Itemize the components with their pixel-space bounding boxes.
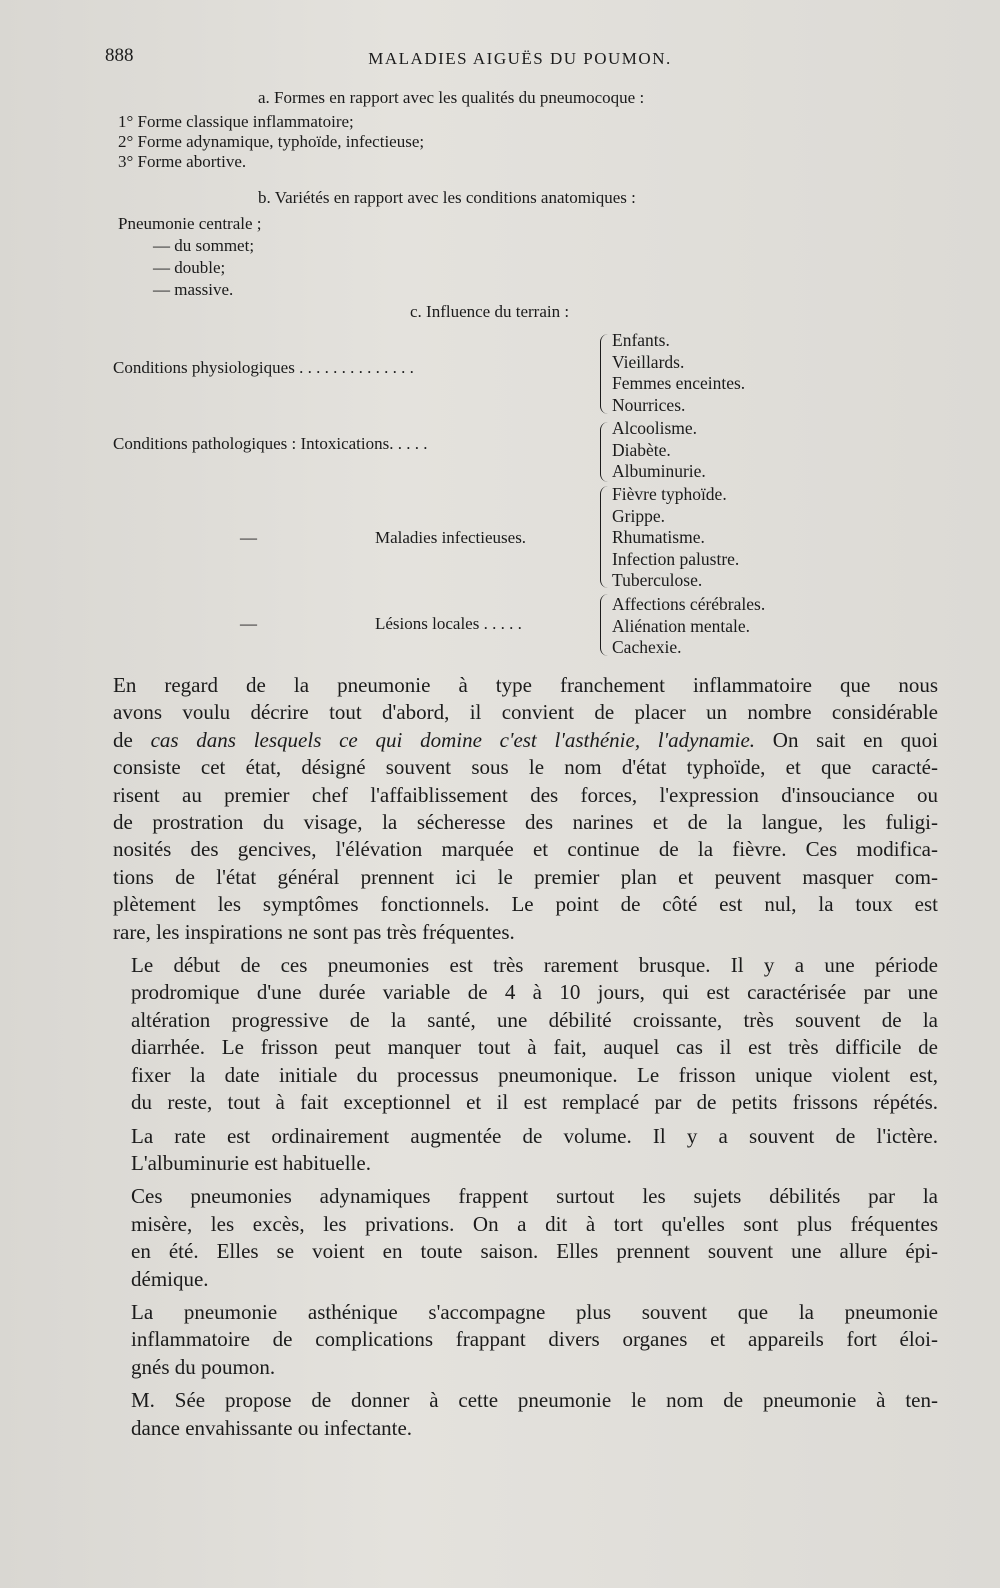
list-item: Cachexie. (612, 637, 682, 657)
text-line: gnés du poumon. (131, 1354, 276, 1379)
list-item: Nourrices. (612, 394, 686, 415)
text-line: en été. Elles se voient en toute saison. Elles prennent souvent une allure épi- (131, 1239, 938, 1264)
section-a-heading: a. Formes en rapport avec les qualités du pneumocoque : (258, 88, 645, 107)
text-line: Ces pneumonies adynamiques frappent surtout les sujets débilités par la (131, 1184, 938, 1209)
brace-physiological (600, 334, 611, 414)
physiological-list (612, 330, 745, 416)
list-item: Infection palustre. (612, 548, 740, 569)
paragraph-5 (113, 1299, 938, 1381)
text-line: plètement les symptômes fonctionnels. Le point de côté est nul, la toux est (113, 892, 938, 917)
text-line: La rate est ordinairement augmentée de volume. Il y a souvent de l'ictère. (131, 1123, 938, 1148)
infectious-list (612, 484, 739, 592)
paragraph-3 (113, 1123, 938, 1178)
list-item: Aliénation mentale. (612, 615, 751, 636)
section-a-item-2: 2° Forme adynamique, typhoïde, infectieuse; (118, 132, 425, 151)
text-line: rare, les inspirations ne sont pas très fréquentes. (113, 919, 515, 944)
paragraph-6 (113, 1387, 938, 1442)
text-line: du reste, tout à fait exceptionnel et il est remplacé par de petits frissons répétés. (131, 1090, 938, 1115)
running-title: MALADIES AIGUËS DU POUMON. (368, 49, 672, 68)
physiological-conditions-label: Conditions physiologiques . . . . . . . . . . . . . . (113, 358, 414, 377)
list-item: Affections cérébrales. (612, 594, 766, 614)
text-line: inflammatoire de complications frappant divers organes et appareils fort éloi- (131, 1327, 938, 1352)
text-segment: On sait en quoi (755, 727, 938, 752)
local-lesions-label: Lésions locales . . . . . (375, 614, 522, 633)
text-line: tions de l'état général prennent ici le premier plan et peuvent masquer com- (113, 864, 938, 889)
intoxications-list (612, 418, 706, 483)
text-line: prodromique d'une durée variable de 4 à 10 jours, qui est caractérisée par une (131, 980, 938, 1005)
text-line: avons voulu décrire tout d'abord, il convient de placer un nombre considérable (113, 700, 938, 725)
text-line: risent au premier chef l'affaiblissement des forces, l'expression d'insouciance ou (113, 782, 938, 807)
text-line: de prostration du visage, la sécheresse des narines et de la langue, les fuligi- (113, 810, 938, 835)
local-lesions-list (612, 594, 765, 659)
brace-infectious (600, 486, 611, 588)
list-item: Grippe. (612, 505, 665, 526)
paragraph-2 (113, 952, 938, 1116)
text-line: M. Sée propose de donner à cette pneumonie le nom de pneumonie à ten- (131, 1388, 938, 1413)
brace-intoxications (600, 422, 611, 482)
section-b-item-4: — massive. (153, 280, 234, 299)
paragraph-1 (113, 672, 938, 946)
section-b-item-3: — double; (153, 258, 226, 277)
body-text (113, 672, 938, 1448)
pathological-conditions-label: Conditions pathologiques : Intoxications. . . . . (113, 434, 428, 453)
list-item: Albuminurie. (612, 461, 706, 481)
italic-emphasis: cas dans lesquels ce qui domine c'est l'asthénie, l'adynamie. (150, 727, 756, 752)
brace-local-lesions (600, 594, 611, 656)
list-item: Alcoolisme. (612, 418, 698, 438)
section-a-item-3: 3° Forme abortive. (118, 152, 247, 171)
section-b-heading: b. Variétés en rapport avec les conditions anatomiques : (258, 188, 636, 207)
text-segment: de (113, 727, 151, 752)
text-line: La pneumonie asthénique s'accompagne plus souvent que la pneumonie (131, 1299, 938, 1324)
text-line: L'albuminurie est habituelle. (131, 1150, 371, 1175)
list-item: Femmes enceintes. (612, 373, 746, 393)
section-b-item-1: Pneumonie centrale ; (118, 214, 262, 233)
section-c-heading: c. Influence du terrain : (410, 302, 570, 321)
text-line: En regard de la pneumonie à type franchement inflammatoire que nous (113, 673, 938, 697)
text-line: misère, les excès, les privations. On a dit à tort qu'elles sont plus fréquentes (131, 1211, 938, 1236)
text-line: démique. (131, 1266, 209, 1291)
infectious-dash: — (240, 528, 257, 547)
text-line: nosités des gencives, l'élévation marquée et continue de la fièvre. Ces modifica- (113, 837, 938, 862)
text-line: altération progressive de la santé, une débilité croissante, très souvent de la (131, 1007, 938, 1032)
section-b-item-2: — du sommet; (153, 236, 255, 255)
text-line: fixer la date initiale du processus pneumonique. Le frisson unique violent est, (131, 1062, 938, 1087)
text-line (113, 727, 938, 754)
list-item: Tuberculose. (612, 570, 703, 590)
list-item: Vieillards. (612, 351, 685, 372)
text-line: consiste cet état, désigné souvent sous le nom d'état typhoïde, et que caracté- (113, 755, 938, 780)
list-item: Diabète. (612, 439, 671, 460)
paragraph-4 (113, 1183, 938, 1293)
text-line: diarrhée. Le frisson peut manquer tout à fait, auquel cas il est très difficile de (131, 1035, 938, 1060)
text-line: Le début de ces pneumonies est très rarement brusque. Il y a une période (131, 953, 938, 978)
section-a-item-1: 1° Forme classique inflammatoire; (118, 112, 354, 131)
list-item: Enfants. (612, 330, 670, 350)
list-item: Fièvre typhoïde. (612, 484, 727, 504)
infectious-diseases-label: Maladies infectieuses. (375, 528, 527, 547)
text-line: dance envahissante ou infectante. (131, 1415, 413, 1440)
local-lesions-dash: — (240, 614, 257, 633)
page-header (105, 45, 935, 75)
list-item: Rhumatisme. (612, 527, 705, 547)
page-number: 888 (105, 45, 134, 66)
